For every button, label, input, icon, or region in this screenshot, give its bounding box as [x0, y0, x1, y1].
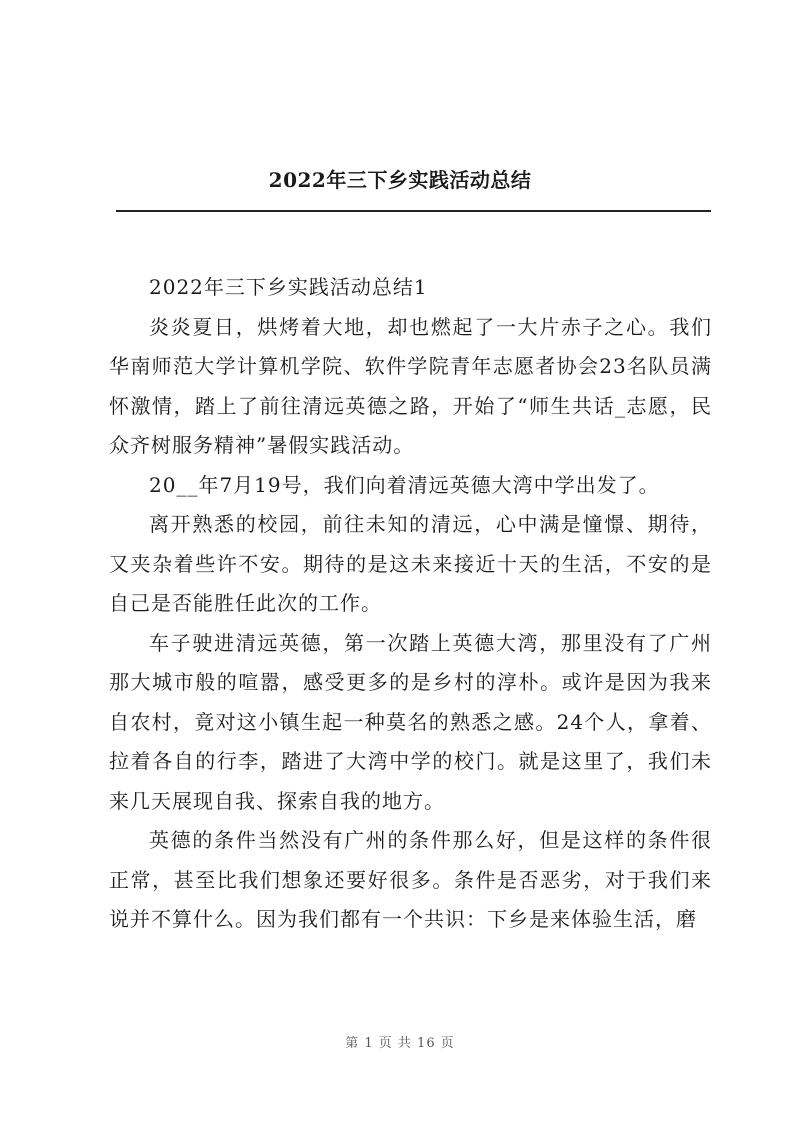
body-paragraph: 英德的条件当然没有广州的条件那么好，但是这样的条件很正常，甚至比我们想象还要好很多。条件是否恶劣，对于我们来说并不算什么。因为我们都有一个共识：下乡是来体验生活，磨	[109, 828, 712, 931]
page-footer: 第 1 页 共 16 页	[345, 1036, 455, 1051]
body-paragraph: 车子驶进清远英德，第一次踏上英德大湾，那里没有了广州那大城市般的喧嚣，感受更多的是乡村的淳朴。或许是因为我来自农村，竟对这小镇生起一种莫名的熟悉之感。24个人，拿着、拉着各自的行李，踏进了大湾中学的校门。就是这里了，我们未来几天展现自我、探索自我的地方。	[109, 630, 712, 813]
body-paragraph: 20__年7月19号，我们向着清远英德大湾中学出发了。	[149, 472, 660, 497]
body-paragraph: 离开熟悉的校园，前往未知的清远，心中满是憧憬、期待，又夹杂着些许不安。期待的是这未来接近十天的生活，不安的是自己是否能胜任此次的工作。	[109, 512, 712, 615]
document-body	[109, 268, 712, 940]
title-divider	[116, 210, 711, 212]
section-heading: 2022年三下乡实践活动总结1	[149, 275, 428, 299]
document-title: 2022年三下乡实践活动总结	[268, 168, 532, 192]
body-paragraph: 炎炎夏日，烘烤着大地，却也燃起了一大片赤子之心。我们华南师范大学计算机学院、软件学院青年志愿者协会23名队员满怀激情，踏上了前往清远英德之路，开始了“师生共话_志愿，民众齐树服务精神”暑假实践活动。	[109, 314, 712, 457]
